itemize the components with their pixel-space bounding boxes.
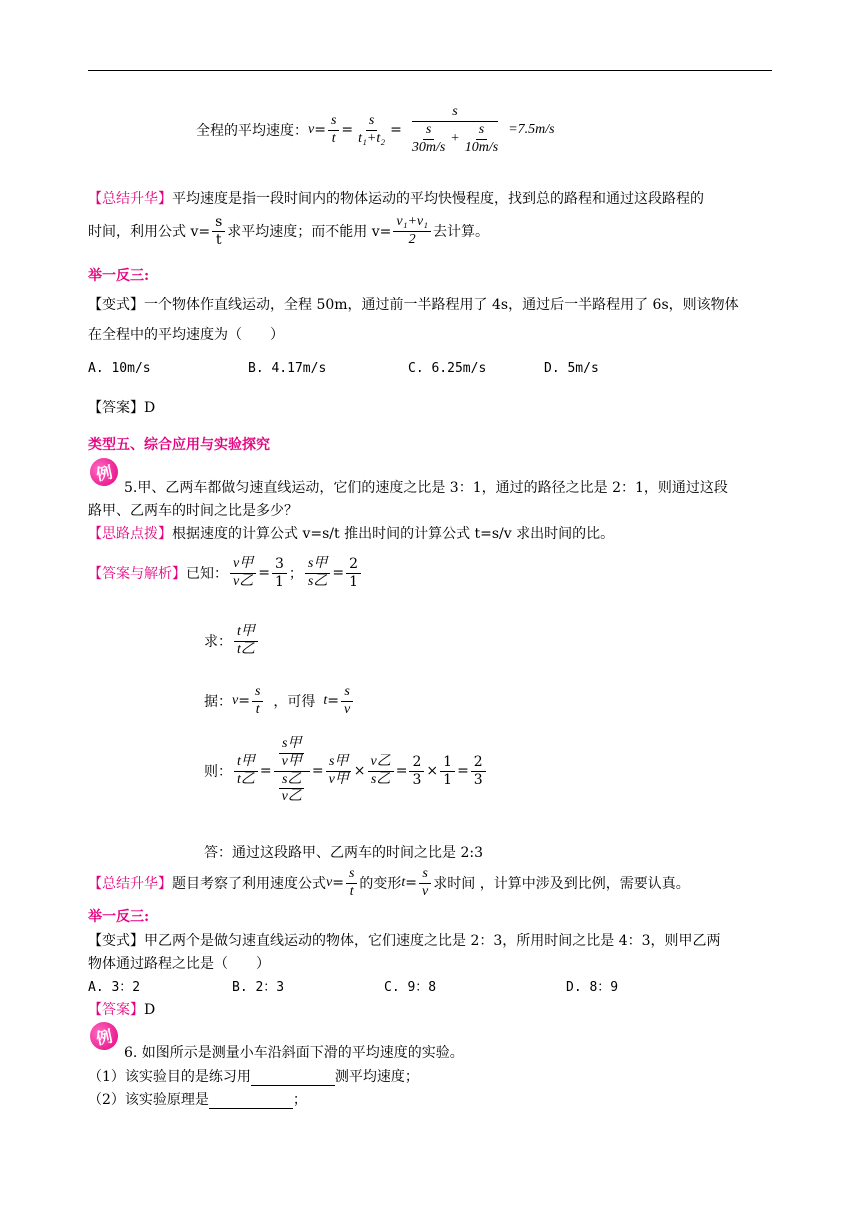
seek-label: 求： <box>204 634 232 651</box>
option-b: B. 4.17m/s <box>248 361 327 376</box>
practice1-options <box>88 361 599 376</box>
practice1-answer: 【答案】D <box>88 400 156 416</box>
option-c: C. 6.25m/s <box>408 361 487 376</box>
var-v: v <box>308 122 315 138</box>
summary-text: 求平均速度；而不能用 v= <box>227 224 392 241</box>
answer-tag: 【答案与解析】 <box>88 566 186 583</box>
summary1-line2 <box>88 214 489 249</box>
practice2-q1 <box>88 930 721 950</box>
frac-v-ratio: $\frac{\text{v甲}}{\text{v乙}}$ <box>230 556 256 591</box>
practice1-q2: 在全程中的平均速度为（ ） <box>88 327 284 343</box>
frac-s-t: $\frac{s}{t}$ <box>346 866 357 901</box>
formula-label: 全程的平均速度： <box>196 123 308 140</box>
question-text: 甲乙两个是做匀速直线运动的物体，它们速度之比是 2：3，所用时间之比是 4：3，则甲乙两 <box>144 933 721 949</box>
practice2-options <box>88 976 618 995</box>
variant-tag: 【变式】 <box>88 297 144 313</box>
frac-s-t: $\frac{s}{t}$ <box>212 214 225 249</box>
frac-2-3-result: $\frac{2}{3}$ <box>471 754 486 789</box>
option-a: A. 10m/s <box>88 361 151 376</box>
frac-s-v: $\frac{s}{v}$ <box>341 684 353 719</box>
frac-v-s-yi: $\frac{\text{v乙}}{\text{s乙}}$ <box>368 754 394 789</box>
frac-t-ratio: $\frac{\text{t甲}}{\text{t乙}}$ <box>234 624 258 659</box>
practice2-q2: 物体通过路程之比是（ ） <box>88 956 270 972</box>
answer-tag: 【答案】 <box>88 1002 144 1018</box>
frac-s-compound: s $\frac{s}{30m/s}$ + $\frac{s}{10m/s}$ <box>411 104 499 155</box>
item-text: ； <box>292 1092 307 1108</box>
frac-2-1: $\frac{2}{1}$ <box>346 556 361 591</box>
option-c: C. 9：8 <box>384 980 437 995</box>
frac-s-v: $\frac{s}{v}$ <box>419 866 431 901</box>
then-label: 则： <box>204 764 232 781</box>
known-line: 【答案与解析】 已知： $\frac{\text{v甲}}{\text{v乙}}$ = $\frac{3}{1}$ ； $\frac{\text{s甲}}{\text{s乙}}$ = $\frac{2}{1}$ <box>88 556 363 591</box>
item-text: （2）该实验原理是 <box>88 1092 209 1108</box>
conclusion: 答：通过这段路甲、乙两车的时间之比是 2:3 <box>204 845 483 861</box>
known-label: 已知： <box>186 566 228 583</box>
item-text: （1）该实验目的是练习用 <box>88 1069 251 1085</box>
summary-text: 平均速度是指一段时间内的物体运动的平均快慢程度，找到总的路程和通过这段路程的 <box>172 191 704 207</box>
summary-text: 求时间 ，计算中涉及到比例，需要认真。 <box>433 876 690 893</box>
answer-value: D <box>144 1002 156 1018</box>
then-line: 则： $\frac{\text{t甲}}{\text{t乙}}$ = $\frac{\frac{\text{s甲}}{\text{v甲}}}{\frac{\text{s乙}}{\text{v乙}}}$ = $\frac{\text{s甲}}{\text{v甲}}$ × $\frac{\text{v乙}}{\text{s乙}}$ = $\frac{2}{3}$ × $\frac{1}{1}$ = $\frac{2}{3}$ <box>204 736 488 806</box>
item-text: 测平均速度； <box>334 1069 419 1085</box>
practice1-q1 <box>88 294 739 314</box>
frac-1-1: $\frac{1}{1}$ <box>440 754 455 789</box>
basis-label: 据： <box>204 694 232 711</box>
option-d: D. 5m/s <box>544 361 599 376</box>
summary2-line: 【总结升华】 题目考察了利用速度公式 v = $\frac{s}{t}$ 的变形 t = $\frac{s}{v}$ 求时间 ，计算中涉及到比例，需要认真。 <box>88 866 690 899</box>
frac-v1v1-2: $\frac{\text{v₁+v₁}}{2}$ <box>393 214 431 249</box>
avg-speed-formula: 全程的平均速度： v = $\frac{s}{t}$ = $\frac{s}{\text{t₁+t₂}}$ = s $\frac{s}{30m/s}$ + $\frac{s}{10m/s}$ =7.5m/s <box>196 104 555 155</box>
summary-text: 去计算。 <box>432 224 489 241</box>
formula-result: =7.5m/s <box>508 122 555 138</box>
option-d: D. 8：9 <box>566 980 619 995</box>
seek-line <box>204 624 260 659</box>
option-b: B. 2：3 <box>232 980 285 995</box>
summary-text: 的变形 <box>359 876 402 893</box>
practice-heading: 举一反三: <box>88 268 150 284</box>
example-icon: 例 <box>87 455 120 488</box>
practice-heading: 举一反三: <box>88 909 150 925</box>
frac-s-t: $\frac{s}{t}$ <box>252 684 263 719</box>
summary-text: 题目考察了利用速度公式 <box>172 876 326 893</box>
option-a: A. 3：2 <box>88 980 141 995</box>
practice2-answer <box>88 999 155 1019</box>
summary-text: 时间，利用公式 v= <box>88 224 211 241</box>
section-heading: 类型五、综合应用与实验探究 <box>88 437 270 453</box>
basis-line: 据： v = $\frac{s}{t}$ ，可得 t = $\frac{s}{v}$ <box>204 684 355 719</box>
question-text: 一个物体作直线运动，全程 50m，通过前一半路程用了 4s，通过后一半路程用了 6s，则该物体 <box>144 297 739 313</box>
hint-tag: 【思路点拨】 <box>88 526 172 542</box>
frac-t-ratio: $\frac{\text{t甲}}{\text{t乙}}$ <box>234 754 258 789</box>
example-icon: 例 <box>87 1019 120 1052</box>
frac-s-v-jia: $\frac{\text{s甲}}{\text{v甲}}$ <box>326 754 352 789</box>
example5-q2: 路甲、乙两车的时间之比是多少？ <box>88 503 298 519</box>
example6-question: 6. 如图所示是测量小车沿斜面下滑的平均速度的实验。 <box>124 1045 464 1061</box>
summary1-line1 <box>88 188 704 208</box>
example5-hint <box>88 523 614 543</box>
summary-tag: 【总结升华】 <box>88 191 172 207</box>
example6-item2 <box>88 1089 307 1109</box>
frac-s-t: $\frac{s}{t}$ <box>328 113 339 148</box>
example5-q1: 5.甲、乙两车都做匀速直线运动，它们的速度之比是 3：1，通过的路径之比是 2：1，则通过这段 <box>124 480 728 496</box>
frac-compound: $\frac{\frac{\text{s甲}}{\text{v甲}}}{\frac{\text{s乙}}{\text{v乙}}}$ <box>274 736 310 806</box>
frac-3-1: $\frac{3}{1}$ <box>272 556 287 591</box>
basis-mid: ，可得 <box>273 694 316 711</box>
summary-tag: 【总结升华】 <box>88 876 172 893</box>
fill-blank[interactable] <box>251 1069 335 1086</box>
frac-2-3: $\frac{2}{3}$ <box>409 754 424 789</box>
example6-item1 <box>88 1066 419 1086</box>
fill-blank[interactable] <box>209 1092 293 1109</box>
hint-text: 根据速度的计算公式 v=s/t 推出时间的计算公式 t=s/v 求出时间的比。 <box>172 526 615 542</box>
header-rule <box>88 70 772 71</box>
frac-s-t1t2: $\frac{s}{\text{t₁+t₂}}$ <box>358 112 386 146</box>
variant-tag: 【变式】 <box>88 933 144 949</box>
frac-s-ratio: $\frac{\text{s甲}}{\text{s乙}}$ <box>305 556 330 591</box>
